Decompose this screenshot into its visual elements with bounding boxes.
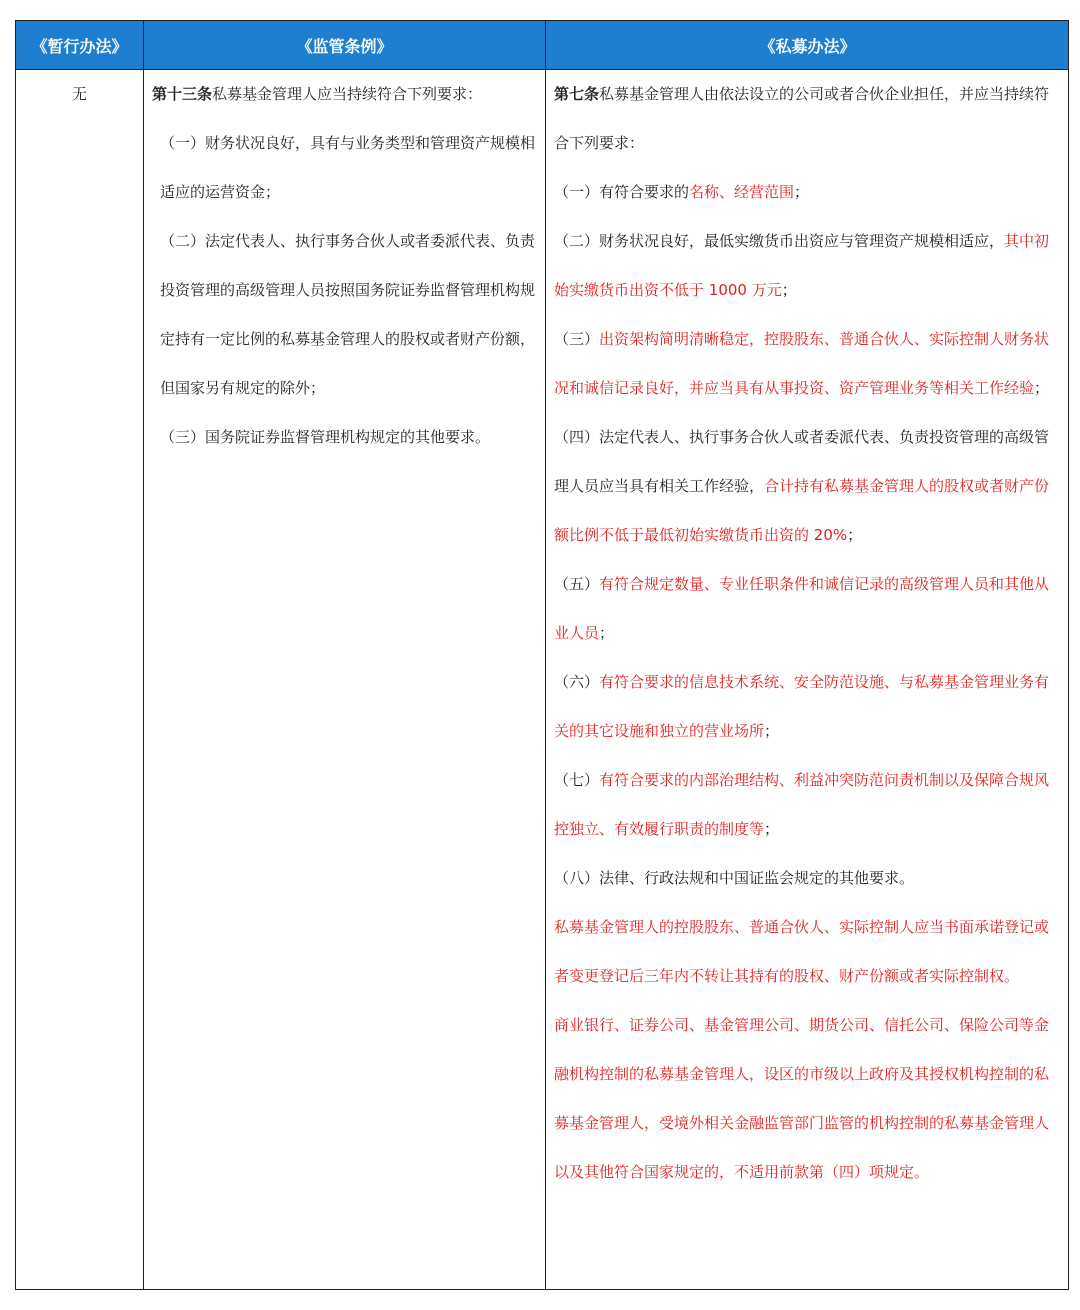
cell-text: 无 <box>71 85 87 103</box>
comparison-table <box>15 20 1069 1290</box>
clause-2: （二）法定代表人、执行事务合伙人或者委派代表、负责投资管理的高级管理人员按照国务院证券监督管理机构规定持有一定比例的私募基金管理人的股权或者财产份额，但国家另有规定的除外； <box>160 232 536 397</box>
clause-7 <box>554 756 1061 854</box>
highlighted-text: 其中初始实缴货币出资不低于 1000 万元 <box>554 232 1050 299</box>
highlighted-text: 有符合要求的信息技术系统、安全防范设施、与私募基金管理业务有关的其它设施和独立的营业场所 <box>554 673 1050 740</box>
highlighted-text: 有符合要求的内部治理结构、利益冲突防范问责机制以及保障合规风控独立、有效履行职责的制度等 <box>554 771 1050 838</box>
clause-text: （五） <box>554 575 600 593</box>
clause-1: （一）财务状况良好，具有与业务类型和管理资产规模相适应的运营资金； <box>160 134 536 201</box>
clause-text: （一）有符合要求的 <box>554 183 690 201</box>
clause-text: （二）财务状况良好，最低实缴货币出资应与管理资产规模相适应， <box>554 232 1005 250</box>
clause-3 <box>554 315 1061 413</box>
highlighted-text: 合计持有私募基金管理人的股权或者财产份额比例不低于最低初始实缴货币出资的 20% <box>554 477 1050 544</box>
clause-8: （八）法律、行政法规和中国证监会规定的其他要求。 <box>554 869 915 887</box>
article-number: 第十三条 <box>152 85 213 103</box>
clause-text: ； <box>764 820 780 838</box>
clause-3: （三）国务院证券监督管理机构规定的其他要求。 <box>160 428 491 446</box>
cell-private-fund-measures <box>546 70 1069 1197</box>
article-number: 第七条 <box>554 85 600 103</box>
clause-text: （七） <box>554 771 600 789</box>
article-text: 私募基金管理人应当持续符合下列要求： <box>212 85 483 103</box>
commitment-paragraph: 私募基金管理人的控股股东、普通合伙人、实际控制人应当书面承诺登记或者变更登记后三年内不转让其持有的股权、财产份额或者实际控制权。 <box>554 918 1050 985</box>
cell-regulatory-rules <box>144 70 545 462</box>
clause-text: ； <box>764 722 780 740</box>
header-private-fund-measures: 《私募办法》 <box>759 36 856 56</box>
clause-text: ； <box>794 183 810 201</box>
highlighted-text: 有符合规定数量、专业任职条件和诚信记录的高级管理人员和其他从业人员 <box>554 575 1050 642</box>
clause-6 <box>554 658 1061 756</box>
article-7-intro <box>554 70 1061 168</box>
cell-interim-measures <box>16 70 143 119</box>
clause-text: （四）法定代表人、执行事务合伙人或者委派代表、负责投资管理的高级管理人员应当具有相关工作经验， <box>554 428 1050 495</box>
clause-text: ； <box>781 281 797 299</box>
clause-text: ； <box>847 526 863 544</box>
clause-text: ； <box>1034 379 1050 397</box>
clause-2 <box>554 217 1061 315</box>
clause-5 <box>554 560 1061 658</box>
clause-text: （三） <box>554 330 600 348</box>
clause-1 <box>554 168 1061 217</box>
article-13-intro <box>152 70 539 119</box>
header-regulatory-rules: 《监管条例》 <box>296 36 393 56</box>
table-header-row <box>16 21 1068 70</box>
clause-text: ； <box>599 624 615 642</box>
highlighted-text: 名称、经营范围 <box>689 183 795 201</box>
clause-text: （六） <box>554 673 600 691</box>
clause-4 <box>554 413 1061 560</box>
exemption-paragraph: 商业银行、证券公司、基金管理公司、期货公司、信托公司、保险公司等金融机构控制的私募基金管理人，设区的市级以上政府及其授权机构控制的私募基金管理人，受境外相关金融监管部门监管的机构控制的私募基金管理人以及其他符合国家规定的，不适用前款第（四）项规定。 <box>554 1016 1050 1181</box>
highlighted-text: 出资架构简明清晰稳定，控股股东、普通合伙人、实际控制人财务状况和诚信记录良好，并应当具有从事投资、资产管理业务等相关工作经验 <box>554 330 1050 397</box>
article-text: 私募基金管理人由依法设立的公司或者合伙企业担任，并应当持续符合下列要求： <box>554 85 1050 152</box>
header-interim-measures: 《暂行办法》 <box>31 36 128 56</box>
